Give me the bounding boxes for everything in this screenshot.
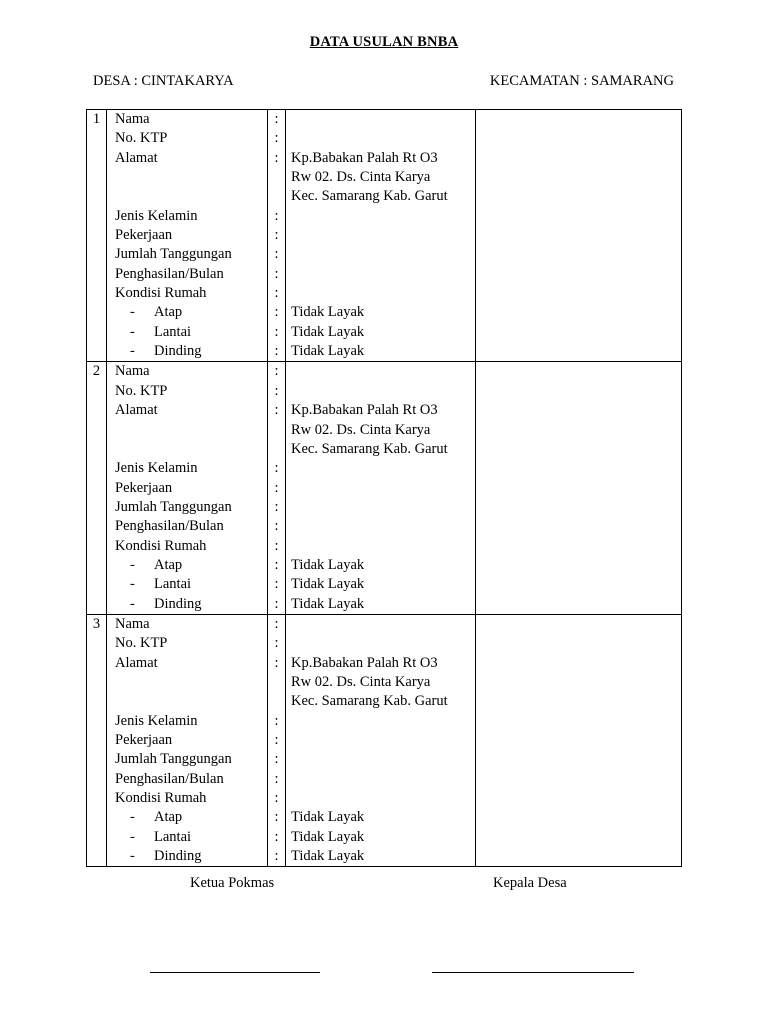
colon-separator: :: [274, 207, 279, 224]
field-value-empty: [286, 712, 475, 731]
colon-cell: [268, 362, 286, 614]
bullet-dash: -: [130, 556, 135, 573]
colon-separator: :: [274, 712, 279, 729]
colon-separator: :: [274, 556, 279, 573]
field-label-penghasilan: Penghasilan/Bulan: [115, 770, 224, 787]
colon-separator: :: [274, 518, 279, 535]
desa-label: DESA : CINTAKARYA: [93, 73, 234, 89]
field-label-nama: Nama: [115, 363, 150, 380]
field-label-text: Lantai: [154, 323, 192, 340]
field-label-lantai: [107, 828, 267, 847]
colon-separator: :: [274, 848, 279, 865]
field-value-empty: [286, 770, 475, 789]
colon-separator-empty: [268, 692, 285, 711]
field-value-empty: [286, 245, 475, 264]
field-value-empty: [286, 110, 475, 129]
colon-separator: :: [274, 770, 279, 787]
colon-separator: :: [274, 304, 279, 321]
field-label-empty: [107, 673, 267, 692]
blank-cell: [476, 614, 682, 866]
field-label-kondisi-rumah: Kondisi Rumah: [115, 790, 207, 807]
colon-separator: :: [274, 246, 279, 263]
field-label-no-ktp: No. KTP: [115, 130, 168, 147]
colon-separator: :: [274, 732, 279, 748]
colon-separator-empty: [268, 440, 285, 459]
field-values-cell: [286, 110, 476, 362]
field-label-text: Lantai: [154, 828, 192, 845]
field-value-empty: [286, 789, 475, 808]
field-label-jenis-kelamin: Jenis Kelamin: [115, 460, 198, 477]
colon-separator: :: [274, 790, 279, 807]
field-label-alamat: Alamat: [115, 149, 158, 166]
bnba-table: [86, 109, 682, 867]
field-value: Tidak Layak: [291, 809, 365, 826]
field-label-jenis-kelamin: Jenis Kelamin: [115, 712, 198, 729]
bullet-dash: -: [130, 595, 135, 612]
field-label-atap: [107, 556, 267, 575]
colon-separator: :: [274, 654, 279, 671]
blank-cell: [476, 110, 682, 362]
field-label-text: Dinding: [154, 848, 202, 865]
field-value: Kp.Babakan Palah Rt O3: [291, 654, 438, 671]
colon-separator-empty: [268, 187, 285, 206]
entry-number: 2: [92, 363, 101, 380]
colon-separator: :: [274, 751, 279, 768]
field-value: Kec. Samarang Kab. Garut: [291, 188, 448, 205]
field-value: Tidak Layak: [291, 848, 365, 865]
field-label-jumlah-tanggungan: Jumlah Tanggungan: [115, 751, 232, 768]
field-value-empty: [286, 382, 475, 401]
field-value-empty: [286, 265, 475, 284]
field-label-text: Atap: [154, 809, 183, 826]
colon-separator: :: [274, 635, 279, 652]
colon-separator: :: [274, 498, 279, 515]
field-value: Rw 02. Ds. Cinta Karya: [291, 421, 431, 438]
colon-separator: :: [274, 130, 279, 147]
field-label-jumlah-tanggungan: Jumlah Tanggungan: [115, 246, 232, 263]
colon-separator: :: [274, 460, 279, 477]
bullet-dash: -: [130, 323, 135, 340]
colon-cell: [268, 110, 286, 362]
field-value-empty: [286, 284, 475, 303]
field-label-alamat: Alamat: [115, 402, 158, 419]
field-label-nama: Nama: [115, 111, 150, 127]
colon-separator: :: [274, 363, 279, 380]
field-label-jenis-kelamin: Jenis Kelamin: [115, 207, 198, 224]
field-label-kondisi-rumah: Kondisi Rumah: [115, 537, 207, 554]
entry-number-cell: [87, 362, 107, 614]
field-label-empty: [107, 440, 267, 459]
table-row: [87, 110, 682, 362]
field-label-penghasilan: Penghasilan/Bulan: [115, 518, 224, 535]
field-value: Rw 02. Ds. Cinta Karya: [291, 169, 431, 186]
colon-separator: :: [274, 323, 279, 340]
table-row: [87, 614, 682, 866]
colon-separator: :: [274, 149, 279, 166]
signature-line-kepala-desa: [432, 972, 634, 973]
field-value-empty: [286, 634, 475, 653]
field-value-empty: [286, 517, 475, 536]
blank-cell: [476, 362, 682, 614]
field-label-text: Atap: [154, 304, 183, 321]
field-value-empty: [286, 498, 475, 517]
field-value: Tidak Layak: [291, 323, 365, 340]
colon-separator: :: [274, 615, 279, 632]
colon-separator: :: [274, 537, 279, 554]
field-label-text: Lantai: [154, 576, 192, 593]
colon-separator: :: [274, 595, 279, 612]
field-label-pekerjaan: Pekerjaan: [115, 732, 173, 748]
bullet-dash: -: [130, 828, 135, 845]
entry-number-cell: [87, 614, 107, 866]
field-label-no-ktp: No. KTP: [115, 635, 168, 652]
field-value-empty: [286, 362, 475, 381]
field-label-text: Atap: [154, 556, 183, 573]
colon-separator: :: [274, 343, 279, 360]
field-labels-cell: [107, 614, 268, 866]
field-value: Kec. Samarang Kab. Garut: [291, 440, 448, 457]
field-value: Rw 02. Ds. Cinta Karya: [291, 673, 431, 690]
field-label-no-ktp: No. KTP: [115, 382, 168, 399]
colon-separator: :: [274, 265, 279, 282]
field-value-empty: [286, 615, 475, 634]
document-title: DATA USULAN BNBA: [309, 34, 459, 50]
field-labels-cell: [107, 362, 268, 614]
colon-separator-empty: [268, 168, 285, 187]
entry-number: 3: [92, 615, 101, 632]
field-value: Kec. Samarang Kab. Garut: [291, 693, 448, 710]
colon-separator: :: [274, 382, 279, 399]
field-label-kondisi-rumah: Kondisi Rumah: [115, 285, 207, 302]
field-value-empty: [286, 226, 475, 245]
field-label-lantai: [107, 575, 267, 594]
colon-separator-empty: [268, 421, 285, 440]
field-value: Tidak Layak: [291, 556, 365, 573]
field-label-dinding: [107, 342, 267, 361]
field-label-empty: [107, 168, 267, 187]
field-label-alamat: Alamat: [115, 654, 158, 671]
field-values-cell: [286, 362, 476, 614]
colon-separator: :: [274, 479, 279, 496]
field-label-penghasilan: Penghasilan/Bulan: [115, 265, 224, 282]
field-label-nama: Nama: [115, 615, 150, 632]
field-value: Kp.Babakan Palah Rt O3: [291, 402, 438, 419]
colon-separator-empty: [268, 673, 285, 692]
colon-separator: :: [274, 285, 279, 302]
field-label-pekerjaan: Pekerjaan: [115, 227, 173, 244]
field-label-jumlah-tanggungan: Jumlah Tanggungan: [115, 498, 232, 515]
field-value: Kp.Babakan Palah Rt O3: [291, 149, 438, 166]
field-value-empty: [286, 731, 475, 750]
entry-number: 1: [92, 111, 101, 127]
field-label-text: Dinding: [154, 343, 202, 360]
colon-separator: :: [274, 111, 279, 127]
table-row: [87, 362, 682, 614]
bullet-dash: -: [130, 304, 135, 321]
colon-separator: :: [274, 828, 279, 845]
field-label-dinding: [107, 595, 267, 614]
field-label-empty: [107, 692, 267, 711]
field-value-empty: [286, 207, 475, 226]
field-label-atap: [107, 808, 267, 827]
bullet-dash: -: [130, 343, 135, 360]
field-value-empty: [286, 129, 475, 148]
kecamatan-label: KECAMATAN : SAMARANG: [489, 73, 674, 89]
colon-separator: :: [274, 227, 279, 244]
kepala-desa-label: Kepala Desa: [493, 875, 567, 891]
field-label-text: Dinding: [154, 595, 202, 612]
bullet-dash: -: [130, 809, 135, 826]
colon-separator: :: [274, 576, 279, 593]
field-value-empty: [286, 537, 475, 556]
field-label-empty: [107, 187, 267, 206]
colon-separator: :: [274, 402, 279, 419]
colon-cell: [268, 614, 286, 866]
field-value: Tidak Layak: [291, 828, 365, 845]
field-values-cell: [286, 614, 476, 866]
field-value: Tidak Layak: [291, 304, 365, 321]
field-value-empty: [286, 750, 475, 769]
field-value: Tidak Layak: [291, 576, 365, 593]
entry-number-cell: [87, 110, 107, 362]
signature-line-ketua-pokmas: [150, 972, 320, 973]
field-value: Tidak Layak: [291, 343, 365, 360]
field-label-empty: [107, 421, 267, 440]
bullet-dash: -: [130, 576, 135, 593]
field-label-atap: [107, 303, 267, 322]
field-label-dinding: [107, 847, 267, 866]
bullet-dash: -: [130, 848, 135, 865]
field-value-empty: [286, 479, 475, 498]
ketua-pokmas-label: Ketua Pokmas: [190, 875, 275, 891]
field-label-lantai: [107, 323, 267, 342]
field-value: Tidak Layak: [291, 595, 365, 612]
field-labels-cell: [107, 110, 268, 362]
colon-separator: :: [274, 809, 279, 826]
field-label-pekerjaan: Pekerjaan: [115, 479, 173, 496]
field-value-empty: [286, 459, 475, 478]
